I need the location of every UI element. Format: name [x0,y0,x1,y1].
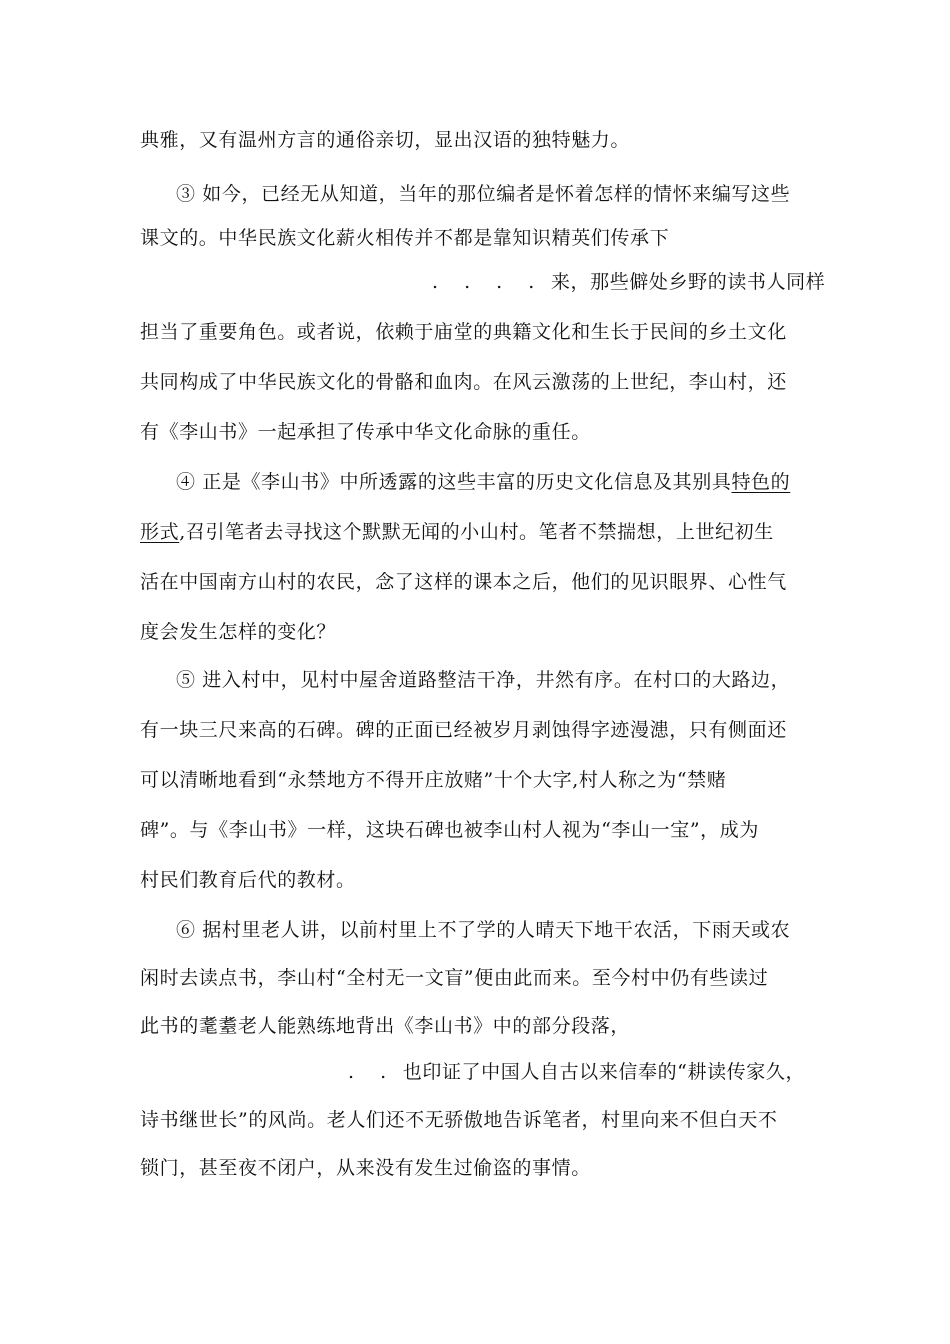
p3-line-4: 担当了重要角色。或者说，依赖于庙堂的典籍文化和生长于民间的乡土文化 [140,321,787,343]
p3-line-1: ③ 如今，已经无从知道，当年的那位编者是怀着怎样的情怀来编写这些 [176,183,791,205]
p6-line-5: 诗书继世长”的风尚。老人们还不无骄傲地告诉笔者，村里向来不但白天不 [140,1109,778,1131]
p3-line-2: 课文的。中华民族文化薪火相传并不都是靠知识精英们传承下 [140,227,670,249]
p6-line-3: 此书的耄耋老人能熟练地背出《李山书》中的部分段落， [140,1015,631,1037]
p4-line-2 [140,520,774,544]
p4-underlined-phrase-a: 特色的 [731,471,791,493]
p6-line-6: 锁门，甚至夜不闭户，从来没有发生过偷盗的事情。 [140,1157,591,1179]
p4-line-1-text: ④ 正是《李山书》中所透露的这些丰富的历史文化信息及其别具 [176,471,732,493]
p5-line-5: 村民们教育后代的教材。 [140,869,356,891]
p3-line-5: 共同构成了中华民族文化的骨骼和血肉。在风云激荡的上世纪，李山村，还 [140,371,787,393]
p4-line-3: 活在中国南方山村的农民，念了这样的课本之后，他们的见识眼界、心性气 [140,571,787,593]
p6-line-4 [348,1060,805,1084]
p4-line-4: 度会发生怎样的变化？ [140,621,337,643]
p5-line-4: 碑”。与《李山书》一样，这块石碑也被李山村人视为“李山一宝”，成为 [140,819,759,841]
p4-underlined-phrase-b: 形式 [140,521,180,543]
p3-line-3 [432,270,825,294]
p6-line-4-text: 也印证了中国人自古以来信奉的“耕读传家久， [402,1061,806,1083]
p3-dots: . . . . [432,271,545,293]
p5-line-3: 可以清晰地看到“永禁地方不得开庄放赌”十个大字,村人称之为“禁赌 [140,769,727,791]
p3-line-3-text: 来，那些僻处乡野的读书人同样 [550,271,826,293]
p6-line-1: ⑥ 据村里老人讲，以前村里上不了学的人晴天下地干农活，下雨天或农 [176,919,791,941]
p5-line-2: 有一块三尺来高的石碑。碑的正面已经被岁月剥蚀得字迹漫漶，只有侧面还 [140,719,787,741]
p3-line-6: 有《李山书》一起承担了传承中华文化命脉的重任。 [140,421,591,443]
p2-line-1: 典雅，又有温州方言的通俗亲切，显出汉语的独特魅力。 [140,129,631,151]
p5-line-1: ⑤ 进入村中，见村中屋舍道路整洁干净，井然有序。在村口的大路边， [176,669,791,691]
p6-dots: . . [348,1061,397,1083]
p4-line-1 [176,470,790,494]
p4-line-2-text: ,召引笔者去寻找这个默默无闻的小山村。笔者不禁揣想，上世纪初生 [179,521,774,543]
p6-line-2: 闲时去读点书，李山村“全村无一文盲”便由此而来。至今村中仍有些读过 [140,967,769,989]
